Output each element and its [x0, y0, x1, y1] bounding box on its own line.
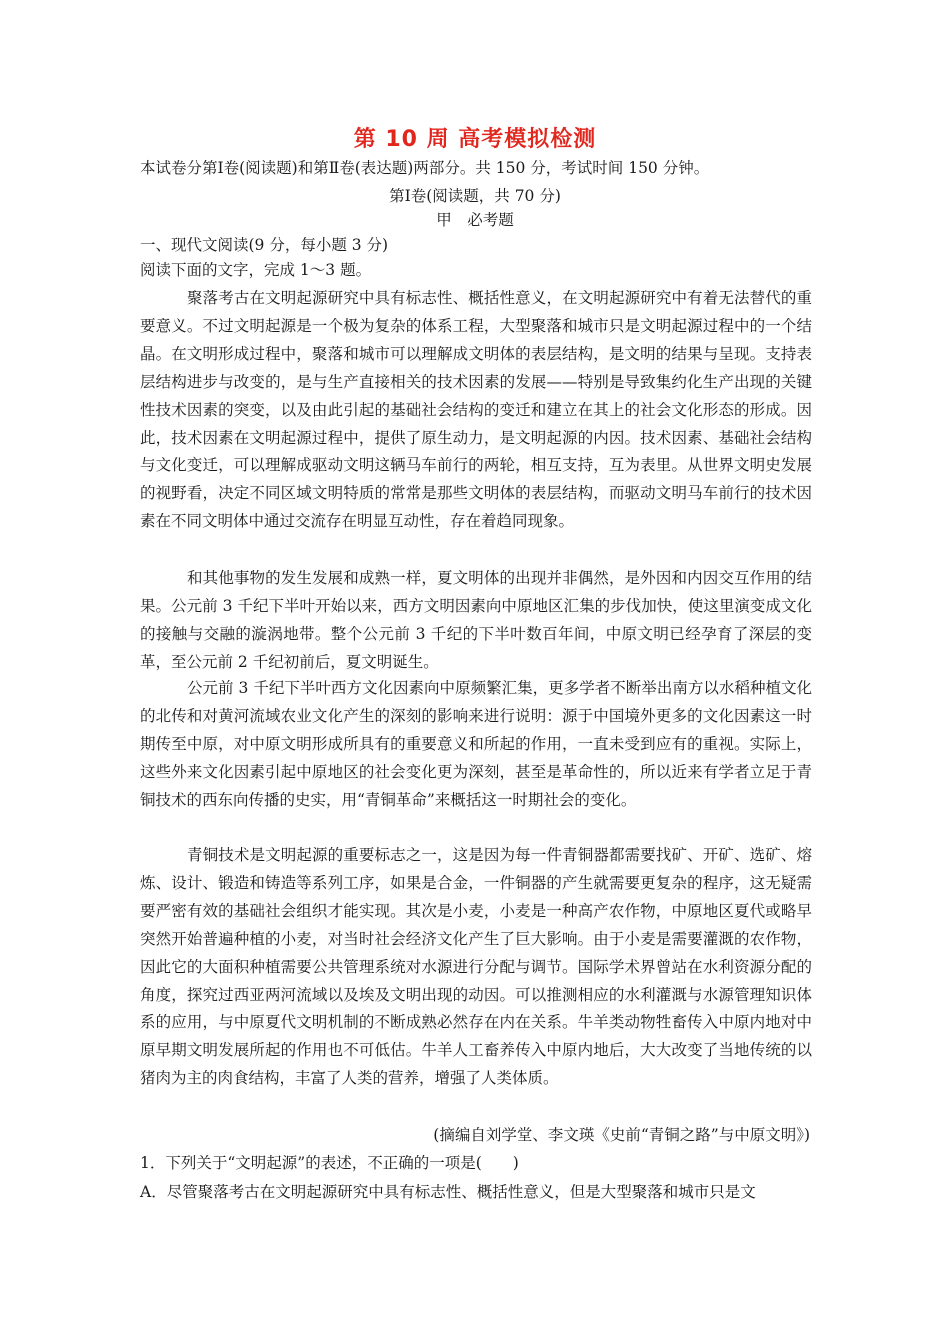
passage-paragraph-4: 青铜技术是文明起源的重要标志之一，这是因为每一件青铜器都需要找矿、开矿、选矿、熔炼、设计、锻造和铸造等系列工序，如果是合金，一件铜器的产生就需要更复杂的程序，这无疑需要严密有效的基础社会组织才能实现。其次是小麦，小麦是一种高产农作物，中原地区夏代或略早突然开始普遍种植的小麦，对当时社会经济文化产生了巨大影响。由于小麦是需要灌溉的农作物，因此它的大面积种植需要公共管理系统对水源进行分配与调节。国际学术界曾站在水利资源分配的角度，探究过西亚两河流域以及埃及文明出现的动因。可以推测相应的水利灌溉与水源管理知识体系的应用，与中原夏代文明机制的不断成熟必然存在内在关系。牛羊类动物牲畜传入中原内地对中原早期文明发展所起的作用也不可低估。牛羊人工畜养传入中原内地后，大大改变了当地传统的以猪肉为主的肉食结构，丰富了人类的营养，增强了人类体质。	[140, 846, 812, 1088]
part1-heading: 第Ⅰ卷(阅读题，共 70 分)	[389, 187, 561, 205]
passage-paragraph-3: 公元前 3 千纪下半叶西方文化因素向中原频繁汇集，更多学者不断举出南方以水稻种植文化的北传和对黄河流域农业文化产生的深刻的影响来进行说明：源于中国境外更多的文化因素这一时期传至中原，对中原文明形成所具有的重要意义和所起的作用，一直未受到应有的重视。实际上，这些外来文化因素引起中原地区的社会变化更为深刻，甚至是革命性的，所以近来有学者立足于青铜技术的西东向传播的史实，用“青铜革命”来概括这一时期社会的变化。	[140, 679, 812, 809]
page-title: 第 10 周 高考模拟检测	[353, 127, 597, 152]
question-1-option-a: A．尽管聚落考古在文明起源研究中具有标志性、概括性意义，但是大型聚落和城市只是文	[140, 1183, 756, 1201]
question-section-heading: 一、现代文阅读(9 分，每小题 3 分)	[140, 236, 389, 254]
reading-instruction: 阅读下面的文字，完成 1～3 题。	[140, 261, 372, 279]
passage-paragraph-2: 和其他事物的发生发展和成熟一样，夏文明体的出现并非偶然，是外因和内因交互作用的结果。公元前 3 千纪下半叶开始以来，西方文明因素向中原地区汇集的步伐加快，使这里演变成文化的接触与交融的漩涡地带。整个公元前 3 千纪的下半叶数百年间，中原文明已经孕育了深层的变革，至公元前 2 千纪初前后，夏文明诞生。	[140, 569, 812, 671]
question-1: 1．下列关于“文明起源”的表述，不正确的一项是( )	[140, 1154, 519, 1172]
section-a-heading: 甲 必考题	[436, 211, 514, 229]
passage-attribution: (摘编自刘学堂、李文瑛《史前“青铜之路”与中原文明》)	[433, 1126, 810, 1144]
exam-intro: 本试卷分第Ⅰ卷(阅读题)和第Ⅱ卷(表达题)两部分。共 150 分，考试时间 150 分钟。	[140, 159, 710, 177]
passage-paragraph-1: 聚落考古在文明起源研究中具有标志性、概括性意义，在文明起源研究中有着无法替代的重要意义。不过文明起源是一个极为复杂的体系工程，大型聚落和城市只是文明起源过程中的一个结晶。在文明形成过程中，聚落和城市可以理解成文明体的表层结构，是文明的结果与呈现。支持表层结构进步与改变的，是与生产直接相关的技术因素的发展——特别是导致集约化生产出现的关键性技术因素的突变，以及由此引起的基础社会结构的变迁和建立在其上的社会文化形态的形成。因此，技术因素在文明起源过程中，提供了原生动力，是文明起源的内因。技术因素、基础社会结构与文化变迁，可以理解成驱动文明这辆马车前行的两轮，相互支持，互为表里。从世界文明史发展的视野看，决定不同区域文明特质的常常是那些文明体的表层结构，而驱动文明马车前行的技术因素在不同文明体中通过交流存在明显互动性，存在着趋同现象。	[140, 289, 812, 531]
